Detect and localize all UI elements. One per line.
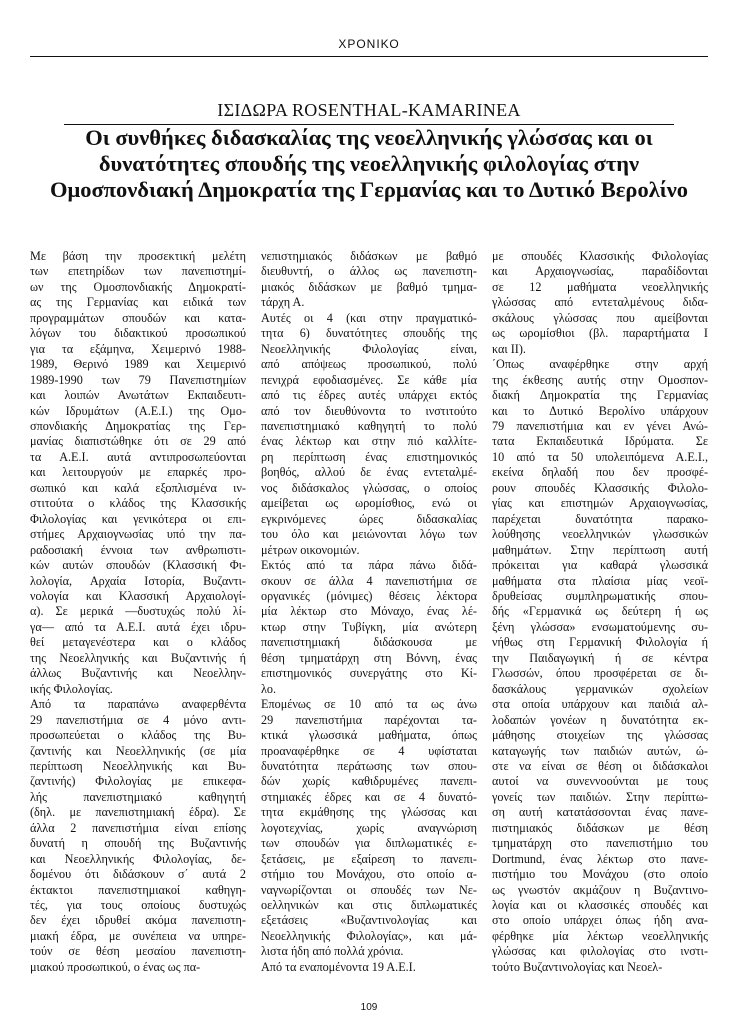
- text-line: λο.: [261, 681, 277, 696]
- text-line: σκάλους γλώσσας που αμείβονται: [492, 310, 708, 325]
- text-line: 29 πανεπιστήμια παρέχονται τα-: [261, 712, 477, 727]
- text-line: μία λέκτωρ στο Μόναχο, ένας λέ-: [261, 604, 477, 619]
- text-line: πανεπιστημιακό καθηγητή το πολύ: [261, 418, 477, 433]
- text-line: ως ωρομίσθιοι (βλ. παραρτήματα Ι: [492, 326, 708, 341]
- text-line: για τα εξάμηνα, Χειμερινό 1988-: [30, 341, 246, 356]
- text-line: και Αρχαιογνωσίας, παραδίδονται: [492, 264, 708, 279]
- text-line: σωπικό και καλά εξοπλισμένα ιν-: [30, 480, 246, 495]
- text-line: από απόψεως προσωπικού, πολύ: [261, 357, 477, 372]
- text-line: Από τα παραπάνω αναφερθέντα: [30, 697, 246, 712]
- article-author: ΙΣΙΔΩΡΑ ROSENTHAL-KAMARINEA: [217, 100, 521, 120]
- text-line: εγκρινόμενες ώρες διδασκαλίας: [261, 511, 477, 526]
- text-line: διακή Δημοκρατία της Γερμανίας: [492, 388, 708, 403]
- text-line: δών χωρίς καθιδρυμένες πανεπι-: [261, 774, 477, 789]
- text-line: μιακή έδρα, με συνέπεια να υπηρε-: [30, 928, 246, 943]
- text-line: τές, για τους οποίους δυστυχώς: [30, 898, 246, 913]
- text-line: ξένη γλώσσα» ενσωματούμενης συ-: [492, 619, 708, 634]
- text-line: Dortmund, ένας λέκτωρ στο πανε-: [492, 851, 708, 866]
- text-line: Επομένως σε 10 από τα ως άνω: [261, 697, 477, 712]
- text-line: και ΙΙ).: [492, 341, 526, 356]
- text-line: καταγωγής των παιδιών αυτών, ώ-: [492, 743, 708, 758]
- text-line: Νεοελληνικής Φιλολογίας», και μά-: [261, 928, 477, 943]
- text-line: θέση τμηματάρχη στη Βόννη, ένας: [261, 650, 477, 665]
- text-line: πενιχρά εφοδιασμένες. Σε κάθε μία: [261, 372, 477, 387]
- text-line: κών αυτών σπουδών (Κλασσική Φι-: [30, 558, 246, 573]
- text-line: φέρθηκε μία λέκτωρ νεοελληνικής: [492, 928, 708, 943]
- text-line: προαναφέρθηκε σε 4 υφίσταται: [261, 743, 477, 758]
- text-line: νήθως στη Γερμανική Φιλολογία ή: [492, 635, 708, 650]
- text-line: μάθησης στοιχείων της γλώσσας: [492, 728, 708, 743]
- text-line: δρυθείσας συμπληρωματικής σπου-: [492, 588, 708, 603]
- text-line: των επετηρίδων των πανεπιστημί-: [30, 264, 246, 279]
- text-line: ναγνωρίζονται οι σπουδές των Νε-: [261, 882, 477, 897]
- text-line: γίας και επιστημών Αρχαιογνωσίας,: [492, 496, 708, 511]
- text-line: στημιακές έδρες και σε 4 δυνατό-: [261, 789, 477, 804]
- text-line: θεί μεταγενέστερα και ο κλάδος: [30, 635, 246, 650]
- text-line: λόγων του διδακτικού προσωπικού: [30, 326, 246, 341]
- text-line: στιτούτα ο κλάδος της Κλασσικής: [30, 496, 246, 511]
- text-line: 1989-1990 των 79 Πανεπιστημίων: [30, 372, 246, 387]
- text-line: δασκάλους γερμανικών σχολείων: [492, 681, 708, 696]
- text-line: τα Α.Ε.Ι. αυτά αντιπροσωπεύονται: [30, 449, 246, 464]
- text-line: γα— από τα Α.Ε.Ι. αυτά έχει ιδρυ-: [30, 619, 246, 634]
- page-number: 109: [360, 1002, 378, 1013]
- text-line: μιακού προσωπικού, ο ένας ως πα-: [30, 959, 201, 974]
- text-line: τμηματάρχη στο πανεπιστήμιο του: [492, 836, 708, 851]
- text-line: μαθημάτων. Στην περίπτωση αυτή: [492, 542, 708, 557]
- text-line: ζαντινής) Φιλολογίας με επικεφα-: [30, 774, 246, 789]
- text-line: 1989, Θερινό 1989 και Χειμερινό: [30, 357, 246, 372]
- text-line: και Νεοελληνικής Φιλολογίας, δε-: [30, 851, 246, 866]
- text-line: προγραμμάτων σπουδών και κατα-: [30, 310, 246, 325]
- text-line: σπονδιακής Δημοκρατίας της Γερ-: [30, 418, 246, 433]
- text-line: ας της Γερμανίας και ειδικά των: [30, 295, 246, 310]
- text-line: πανεπιστημιακή διδάσκουσα με: [261, 635, 477, 650]
- text-line: διευθυντή, ο άλλος ως πανεπιστη-: [261, 264, 477, 279]
- text-line: Εκτός από τα πάρα πάνω διδά-: [261, 558, 477, 573]
- text-line: προσωπεύεται ο κλάδος της Βυ-: [30, 728, 246, 743]
- text-line: την Παιδαγωγική ή σε κέντρα: [492, 650, 708, 665]
- text-line: γλώσσας από εντεταλμένους διδα-: [492, 295, 708, 310]
- text-line: ικής Φιλολογίας.: [30, 681, 113, 696]
- text-line: Από τα εναπομένοντα 19 Α.Ε.Ι.: [261, 959, 416, 974]
- text-line: της Νεοελληνικής και Βυζαντινής ή: [30, 650, 246, 665]
- text-line: τητα 6) δυνατότητες σπουδής της: [261, 326, 477, 341]
- text-line: λολογία, Αρχαία Ιστορία, Βυζαντι-: [30, 573, 246, 588]
- text-line: λής πανεπιστημιακό καθηγητή: [30, 789, 246, 804]
- text-line: άλλα 2 πανεπιστήμια είναι επίσης: [30, 820, 246, 835]
- text-line: γλώσσας και φιλολογίας στο ινστι-: [492, 944, 708, 959]
- text-line: δής «Γερμανικά ως δεύτερη ή ως: [492, 604, 708, 619]
- text-line: τάρχη Α.: [261, 295, 305, 310]
- text-line: (δηλ. με πανεπιστημιακή έδρα). Σε: [30, 805, 246, 820]
- text-line: μαθήματα στα πλαίσια μίας νεοϊ-: [492, 573, 708, 588]
- text-line: 10 από τα 50 υπολειπόμενα Α.Ε.Ι.,: [492, 449, 708, 464]
- text-line: τούν σε θέση μεσαίου πανεπιστη-: [30, 944, 246, 959]
- text-line: περίπτωση Νεοελληνικής και Βυ-: [30, 758, 246, 773]
- text-line: λογοτεχνίας, χωρίς αναγνώριση: [261, 820, 477, 835]
- text-line: ΄Οπως αναφέρθηκε στην αρχή: [492, 357, 708, 372]
- text-line: εξετάσεις «Βυζαντινολογίας και: [261, 913, 477, 928]
- text-line: α). Σε μερικά —δυστυχώς πολύ λί-: [30, 604, 246, 619]
- text-line: ων της Ομοσπονδιακής Δημοκρατί-: [30, 279, 246, 294]
- text-column-3: [492, 249, 708, 975]
- text-line: βοηθός, αλλού δε ένας εντεταλμέ-: [261, 465, 477, 480]
- text-line: παρέχεται δυνατότητα παρακο-: [492, 511, 708, 526]
- text-line: της έκθεσης αυτής στην Ομοσπον-: [492, 372, 708, 387]
- text-line: 29 πανεπιστήμια σε 4 μόνο αντι-: [30, 712, 246, 727]
- text-line: ση αυτή κατατάσσονται ένας πανε-: [492, 805, 708, 820]
- text-line: λούθησης νεοελληνικών γλωσσικών: [492, 527, 708, 542]
- text-line: Αυτές οι 4 (και στην πραγματικό-: [261, 310, 477, 325]
- text-line: μέτρων οικονομιών.: [261, 542, 360, 557]
- text-line: και λοιπών Ανωτάτων Εκπαιδευτι-: [30, 388, 246, 403]
- text-line: γονείς των παιδιών. Στην περίπτω-: [492, 789, 708, 804]
- text-line: από τον διευθύνοντα το ινστιτούτο: [261, 403, 477, 418]
- text-line: κτικά γλωσσικά μαθήματα, όπως: [261, 728, 477, 743]
- text-line: αμείβεται ως ωρομίσθιος, ενώ οι: [261, 496, 477, 511]
- text-column-1: [30, 249, 246, 975]
- text-column-2: [261, 249, 477, 975]
- text-line: και το Δυτικό Βερολίνο υπάρχουν: [492, 403, 708, 418]
- text-line: πρόκειται για καθαρά γλωσσικά: [492, 558, 708, 573]
- text-line: νος διδάσκαλος γλώσσας, ο οποίος: [261, 480, 477, 495]
- text-line: Γλωσσών, όπου προσφέρεται σε δι-: [492, 666, 708, 681]
- article-title: Οι συνθήκες διδασκαλίας της νεοελληνικής γλώσσας και οι δυνατότητες σπουδής της νεοελληνικής φιλολογίας στην Ομοσπονδιακή Δημοκρατία της Γερμανίας και το Δυτικό Βερολίνο: [49, 125, 689, 202]
- text-line: πιστημιακός διδάσκων με θέση: [492, 820, 708, 835]
- text-line: οργανικές (μόνιμες) θέσεις λέκτορα: [261, 588, 477, 603]
- text-line: κών Ιδρυμάτων (Α.Ε.Ι.) της Ομο-: [30, 403, 246, 418]
- text-line: ως γνωστόν ακμάζουν η Βυζαντινο-: [492, 882, 708, 897]
- text-line: λιστα ήδη από πολλά χρόνια.: [261, 944, 404, 959]
- text-line: με σπουδές Κλασσικής Φιλολογίας: [492, 249, 708, 263]
- text-line: ξετάσεις, με εξαίρεση το πανεπι-: [261, 851, 477, 866]
- text-line: λογία και οι κλασσικές σπουδές και: [492, 898, 708, 913]
- text-line: ζαντινής και Νεοελληνικής (σε μία: [30, 743, 246, 758]
- text-line: ρη περίπτωση ένας επιστημονικός: [261, 449, 477, 464]
- text-line: Νεοελληνικής Φιλολογίας είναι,: [261, 341, 477, 356]
- text-line: δυνατή η σπουδή της Βυζαντινής: [30, 836, 246, 851]
- text-line: και λειτουργούν με επαρκές προ-: [30, 465, 246, 480]
- text-line: του όλο και μειώνονται λόγω των: [261, 527, 477, 542]
- text-line: τούτο Βυζαντινολογίας και Νεοελ-: [492, 959, 663, 974]
- text-line: μιακός διδάσκων με βαθμό τμημα-: [261, 279, 477, 294]
- text-line: λοδαπών γονέων η δυνατότητα εκ-: [492, 712, 708, 727]
- text-line: τατα Εκπαιδευτικά Ιδρύματα. Σε: [492, 434, 708, 449]
- text-line: κτωρ στην Τυβίγκη, μία ανώτερη: [261, 619, 477, 634]
- text-line: σε 12 μαθήματα νεοελληνικής: [492, 279, 708, 294]
- text-line: ένας λέκτωρ και στην πιό καλλίτε-: [261, 434, 477, 449]
- text-line: δεν έχει ιδρυθεί ακόμα πανεπιστη-: [30, 913, 246, 928]
- text-line: αυτοί να συνεννοούνται με τους: [492, 774, 708, 789]
- text-line: επιστημονικός συνεργάτης στο Κί-: [261, 666, 477, 681]
- text-line: Φιλολογίας και γενικότερα οι επι-: [30, 511, 246, 526]
- text-line: νολογία και Κλασσική Αρχαιολογί-: [30, 588, 246, 603]
- text-line: μανίας διαπιστώθηκε ότι σε 29 από: [30, 434, 246, 449]
- text-line: από τις έδρες αυτές υπάρχει εκτός: [261, 388, 477, 403]
- text-line: έκτακτοι πανεπιστημιακοί καθηγη-: [30, 882, 246, 897]
- text-line: νεπιστημιακός διδάσκων με βαθμό: [261, 249, 477, 263]
- text-line: τητα εκμάθησης της γλώσσας και: [261, 805, 477, 820]
- text-line: Με βάση την προσεκτική μελέτη: [30, 249, 246, 263]
- text-line: εκείνα δηλαδή που δεν προσφέ-: [492, 465, 708, 480]
- text-line: δομένου ότι διδάσκουν σ΄ αυτά 2: [30, 867, 246, 882]
- text-line: ρουν σπουδές Κλασσικής Φιλολο-: [492, 480, 708, 495]
- text-line: στο οποίο υπάρχει όπως ήδη ανα-: [492, 913, 708, 928]
- text-line: σκουν σε άλλα 4 πανεπιστήμια σε: [261, 573, 477, 588]
- text-line: ραδοσιακή έννοια των ανθρωπιστι-: [30, 542, 246, 557]
- text-line: πιστήμιο του Μονάχου (στο οποίο: [492, 867, 708, 882]
- text-line: άλλως Βυζαντινής και Νεοελλην-: [30, 666, 246, 681]
- text-line: στε να είναι σε θέση οι διδάσκαλοι: [492, 758, 708, 773]
- text-line: στα οποία υπάρχουν και παιδιά αλ-: [492, 697, 708, 712]
- section-header: ΧΡΟΝΙΚΟ: [338, 37, 400, 51]
- text-line: στήμες Αρχαιογνωσίας υπό την πα-: [30, 527, 246, 542]
- text-line: 79 πανεπιστήμια και εν γένει Ανώ-: [492, 418, 708, 433]
- text-line: στήμιο του Μονάχου, στο οποίο α-: [261, 867, 477, 882]
- text-line: δυνατότητα περάτωσης των σπου-: [261, 758, 477, 773]
- text-line: οελληνικών και στις διπλωματικές: [261, 898, 477, 913]
- header-rule: [30, 56, 708, 57]
- text-line: των σπουδών για διπλωματικές ε-: [261, 836, 477, 851]
